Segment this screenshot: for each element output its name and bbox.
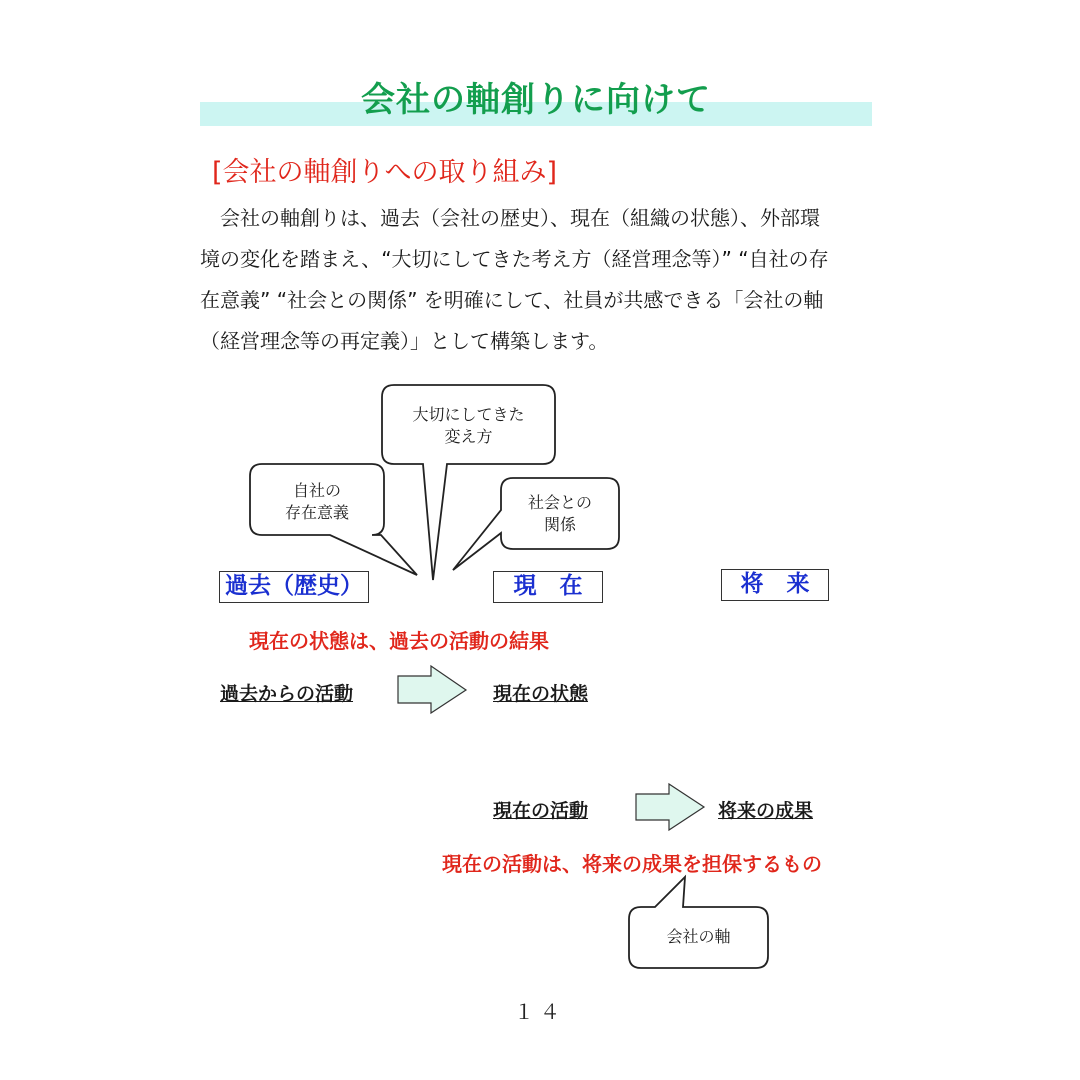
body-line: 会社の軸創りは、過去（会社の歴史）、現在（組織の状態）、外部環 — [200, 206, 820, 230]
timeline-present-label: 現 在 — [493, 571, 603, 603]
section-heading: [会社の軸創りへの取り組み] — [212, 157, 558, 188]
body-line: （経営理念等の再定義）」として構築します。 — [200, 329, 609, 353]
timeline-past-label: 過去（歴史） — [219, 571, 369, 603]
speech-bubble-axis — [629, 877, 768, 968]
flow2-to-text: 将来の成果 — [718, 800, 814, 822]
page-title: 会社の軸創りに向けて — [361, 80, 711, 120]
bubble-values-text: 大切にしてきた 変え方 — [412, 405, 525, 446]
flow-arrow-2 — [636, 784, 704, 830]
flow2-from-text: 現在の活動 — [493, 800, 589, 822]
timeline-future-label: 将 来 — [721, 569, 829, 601]
bubble-society-text: 社会との 関係 — [527, 493, 592, 534]
flow-arrow-1 — [398, 666, 466, 713]
bubble-purpose-text: 自社の 存在意義 — [284, 481, 349, 522]
flow1-to-text: 現在の状態 — [493, 683, 589, 705]
body-line: 在意義” “社会との関係” を明確にして、社員が共感できる「会社の軸 — [200, 288, 824, 312]
note-present-result: 現在の状態は、過去の活動の結果 — [249, 629, 549, 653]
page-number: １４ — [514, 1000, 566, 1024]
body-line: 境の変化を踏まえ、“大切にしてきた考え方（経営理念等）” “自社の存 — [200, 247, 829, 271]
bubble-axis-text: 会社の軸 — [666, 927, 731, 946]
note-present-secures-future: 現在の活動は、将来の成果を担保するもの — [442, 852, 822, 876]
flow1-from-text: 過去からの活動 — [220, 683, 354, 705]
